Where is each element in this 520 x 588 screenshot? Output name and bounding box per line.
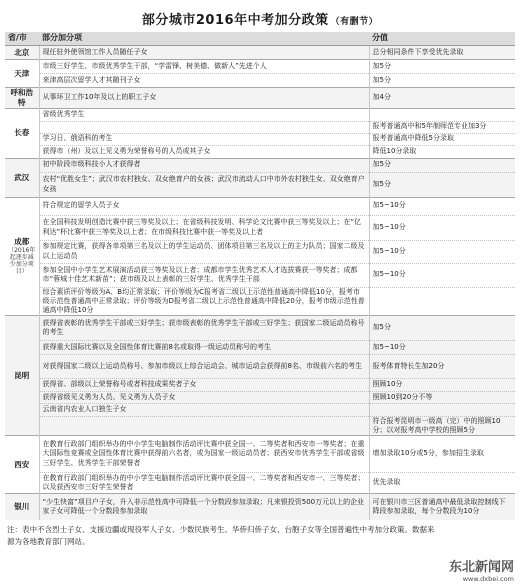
table-row: [5, 435, 515, 472]
bonus-item-cell: “少生快富”项目户子女，升入非示范性高中可降低一个分数段参加录取；凡来银投资500万元以上的企业家子女可降低一个分数段参加录取: [39, 493, 369, 520]
bonus-item-cell: 参加规定比赛，获得各单项第三名及以上的学生运动员、团体项目第三名及以上的主力队员；国家二级及以上运动员: [39, 240, 369, 263]
bonus-value-cell: 加5~10分: [369, 197, 515, 215]
city-cell: [5, 60, 39, 88]
city-name: 长春: [14, 128, 30, 138]
table-row: [5, 172, 515, 197]
watermark-logo: 东北新闻网: [448, 560, 514, 575]
bonus-item-cell: 获得省表彰的优秀学生干部或三好学生；获市级表彰的优秀学生干部或三好学生；获国家二级运动员称号的考生: [39, 315, 369, 340]
table-row: [5, 378, 515, 391]
bonus-value-cell: 加5分: [369, 60, 515, 74]
city-cell: [5, 315, 39, 435]
city-name: 成都: [14, 236, 30, 246]
bonus-item-cell: [39, 121, 369, 133]
bonus-item-cell: 综合素质评价等级为A、B均正常录取；评价等级为C报考省二级以上示范性普通高中降低10分，报考市级示范性普通高中正常录取；评价等级为D报考省二级以上示范性普通高中降低20分，报考市级示范性普通高中降低10分: [39, 287, 369, 315]
bonus-value-cell: 照顾10分: [369, 378, 515, 391]
bonus-item-cell: 在教育行政部门组织举办的中小学生电脑制作活动评比赛中获全国一、二等奖者和西安市一、三等奖者；以及获西安市三好学生荣誉者: [39, 472, 369, 493]
bonus-item-cell: 农村“优胜女生”；武汉市农村独女、双女绝育户的女孩；武汉市流动人口中市外农村独生女、双女绝育户女孩: [39, 172, 369, 197]
table-row: [5, 197, 515, 215]
bonus-item-cell: 获得重大国际比赛以及全国性体育比赛前8名或取得一级运动员称号的考生: [39, 340, 369, 354]
bonus-value-cell: 加5~10分: [369, 215, 515, 240]
city-cell: [5, 158, 39, 197]
bonus-value-cell: 符合报考昆明市一级高（完）中的照顾10分；以对报考高中学校的照顾5分: [369, 416, 515, 435]
table-row: [5, 340, 515, 354]
table-row: [5, 215, 515, 240]
header-bonus: 分值: [369, 32, 515, 46]
city-name: 银川: [14, 502, 30, 512]
bonus-item-cell: [39, 416, 369, 435]
city-name: 武汉: [14, 172, 30, 182]
bonus-value-cell: 加4分: [369, 88, 515, 109]
bonus-value-cell: 照顾10到20分不等: [369, 391, 515, 403]
table-row: [5, 287, 515, 315]
header-city: 省/市: [5, 32, 39, 46]
bonus-value-cell: 加5~10分: [369, 340, 515, 354]
header-item: 部分加分项: [39, 32, 369, 46]
bonus-value-cell: [369, 287, 515, 315]
table-row: [5, 240, 515, 263]
city-name: 天津: [14, 68, 30, 78]
bonus-value-cell: 加5分: [369, 158, 515, 172]
city-name: 北京: [14, 47, 30, 57]
table-row: [5, 145, 515, 158]
city-cell: [5, 493, 39, 520]
bonus-item-cell: 来津高层次留学人才其随刊子女: [39, 74, 369, 88]
bonus-item-cell: 获得市（州）及以上见义勇为荣誉称号的人员或其子女: [39, 145, 369, 158]
table-row: [5, 493, 515, 520]
city-note: （2016年起逐步减少加分项目）: [8, 246, 36, 276]
bonus-value-cell: 降低10分录取: [369, 145, 515, 158]
bonus-item-cell: 市级三好学生、市级优秀学生干部，“学雷锋、树美德、做新人”先进个人: [39, 60, 369, 74]
bonus-value-cell: 增加录取10分或5分，参加招生录取: [369, 435, 515, 472]
city-name: 西安: [14, 459, 30, 469]
bonus-value-cell: 可在银川市三区普通高中最低录取控制线下降段参加录取，每个分数段为10分: [369, 493, 515, 520]
table-row: [5, 88, 515, 109]
table-header-row: [5, 32, 515, 46]
city-name: 昆明: [14, 370, 30, 380]
table-row: [5, 46, 515, 60]
bonus-item-cell: 对获得国家二级以上运动员称号、参加市级以上综合运动会、城市运动会获得前8名、市级前六名的考生: [39, 354, 369, 378]
table-row: [5, 315, 515, 340]
bonus-value-cell: 加5~10分: [369, 263, 515, 287]
bonus-item-cell: 现任驻外使领馆工作人员随任子女: [39, 46, 369, 60]
watermark-site: www.dxbei.com: [462, 575, 514, 583]
table-row: [5, 263, 515, 287]
bonus-value-cell: [369, 403, 515, 416]
table-row: [5, 472, 515, 493]
bonus-value-cell: 优先录取: [369, 472, 515, 493]
city-cell: [5, 197, 39, 315]
city-cell: [5, 46, 39, 60]
bonus-item-cell: 省级优秀学生: [39, 108, 369, 121]
bonus-item-cell: 参加全国中小学生艺术展演活动获三等奖及以上者；成都市学生优秀艺术人才选拔赛获一等奖者；成都市“蓉城十佳艺术新苗”；获市级及以上表彰的三好学生、优秀学生干部: [39, 263, 369, 287]
bonus-item-cell: 初中阶段市级科技小人才获得者: [39, 158, 369, 172]
title-text: 部分城市2016年中考加分政策: [141, 12, 329, 28]
watermark: [428, 556, 514, 584]
table-body: [5, 46, 515, 521]
bonus-value-cell: 报考普通高中降低5分录取: [369, 133, 515, 145]
table-row: [5, 354, 515, 378]
bonus-value-cell: 加5分: [369, 172, 515, 197]
bonus-item-cell: 在全国科技发明创造比赛中获三等奖及以上；在省级科技发明、科学论文比赛中获三等奖及以上；在“亿利达”杯比赛中获三等奖及以上者；在市级科技比赛中获一等奖及以上者: [39, 215, 369, 240]
city-name: 呼和浩特: [10, 88, 33, 107]
bonus-value-cell: 加5分: [369, 315, 515, 340]
table-row: [5, 74, 515, 88]
table-row: [5, 121, 515, 133]
page-title: [142, 9, 378, 28]
table-row: [5, 60, 515, 74]
bonus-item-cell: 学习日、俄语科的考生: [39, 133, 369, 145]
table-row: [5, 158, 515, 172]
bonus-item-cell: 从事环卫工作10年及以上的职工子女: [39, 88, 369, 109]
bonus-item-cell: 云南省内农业人口独生子女: [39, 403, 369, 416]
table-row: [5, 133, 515, 145]
table-row: [5, 416, 515, 435]
bonus-item-cell: 符合规定的留学人员子女: [39, 197, 369, 215]
title-subtitle: （有删节）: [330, 16, 379, 27]
bonus-item-cell: 在教育行政部门组织举办的中小学生电脑制作活动评比赛中获全国一、二等奖者和西安市一等奖者；在重大国际性竞赛或全国性体育比赛中获得前六名者，或为国家一级运动员者；获西安市优秀学生干部或省级三好学生、优秀学生干部荣誉者: [39, 435, 369, 472]
bonus-value-cell: 加5分: [369, 74, 515, 88]
bonus-value-cell: 报考体育特长生加20分: [369, 354, 515, 378]
city-cell: [5, 88, 39, 109]
bonus-value-cell: [369, 108, 515, 121]
bonus-value-cell: 加5~10分: [369, 240, 515, 263]
bonus-value-cell: 报考普通高中和5年制师范专业加3分: [369, 121, 515, 133]
city-cell: [5, 108, 39, 158]
policy-table: [5, 32, 515, 520]
footnote: 注：表中不含烈士子女、支援边疆或现役军人子女、少数民族考生、华侨归侨子女、台胞子女等全国普遍性中考加分政策。数据来源为各地教育部门网站。: [7, 525, 435, 546]
table-row: [5, 391, 515, 403]
bonus-item-cell: 获得省、部级以上荣誉称号或者科技成果奖者子女: [39, 378, 369, 391]
table-row: [5, 403, 515, 416]
title-area: [5, 4, 515, 32]
bonus-item-cell: 获得省级见义勇为人员、见义勇为人员子女: [39, 391, 369, 403]
table-row: [5, 108, 515, 121]
city-cell: [5, 435, 39, 493]
bonus-value-cell: 总分相同条件下享受优先录取: [369, 46, 515, 60]
